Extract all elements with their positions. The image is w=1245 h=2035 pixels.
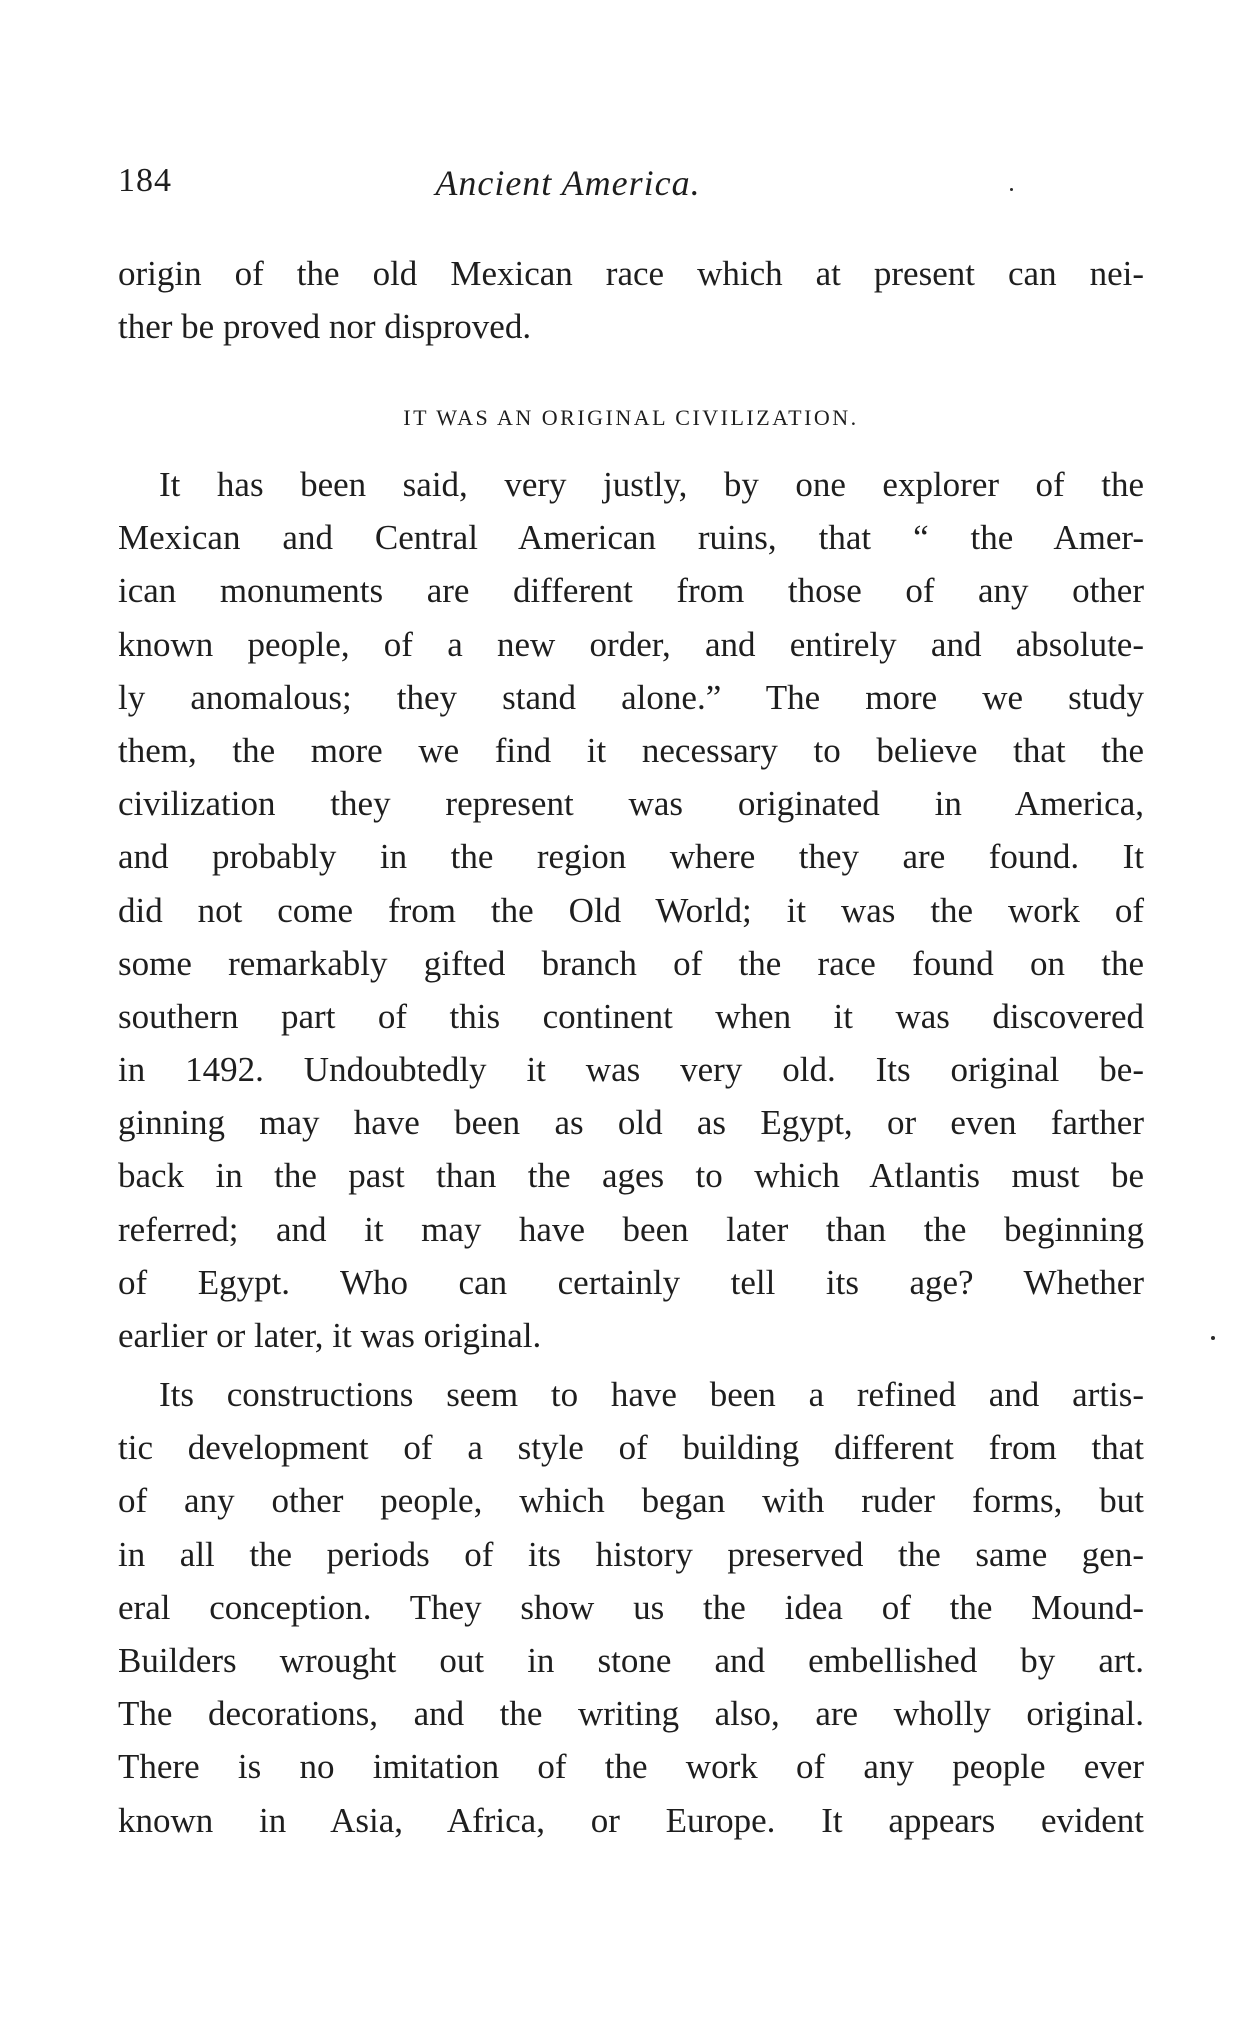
text-line: eral conception. They show us the idea of the Mound- bbox=[118, 1587, 1144, 1627]
text-line: Builders wrought out in stone and embellished by art. bbox=[118, 1640, 1144, 1680]
text-line: There is no imitation of the work of any people ever bbox=[118, 1747, 1144, 1787]
text-line: some remarkably gifted branch of the race found on the bbox=[118, 943, 1144, 983]
running-title: Ancient America. bbox=[435, 163, 701, 203]
paragraph bbox=[118, 1368, 1144, 1847]
text-line: of Egypt. Who can certainly tell its age? Whether bbox=[118, 1262, 1144, 1302]
text-line: ginning may have been as old as Egypt, or even farther bbox=[118, 1103, 1144, 1143]
print-speck bbox=[1010, 188, 1013, 191]
text-line: back in the past than the ages to which Atlantis must be bbox=[118, 1156, 1144, 1196]
text-line: referred; and it may have been later than the beginning bbox=[118, 1209, 1144, 1249]
text-line: origin of the old Mexican race which at present can nei- bbox=[118, 254, 1144, 293]
text-line: known in Asia, Africa, or Europe. It appears evident bbox=[118, 1800, 1144, 1840]
text-line: ly anomalous; they stand alone.” The more we study bbox=[118, 677, 1144, 717]
page-number: 184 bbox=[118, 162, 172, 199]
text-line: southern part of this continent when it was discovered bbox=[118, 996, 1144, 1036]
text-line: earlier or later, it was original. bbox=[118, 1316, 542, 1355]
text-line: in all the periods of its history preserved the same gen- bbox=[118, 1534, 1144, 1574]
text-line: tic development of a style of building different from that bbox=[118, 1428, 1144, 1468]
print-speck bbox=[1211, 1336, 1215, 1340]
text-line: It has been said, very justly, by one explorer of the bbox=[159, 465, 1144, 504]
text-line: ican monuments are different from those of any other bbox=[118, 571, 1144, 611]
section-heading: IT WAS AN ORIGINAL CIVILIZATION. bbox=[403, 405, 859, 430]
continuation-paragraph bbox=[118, 247, 1144, 353]
text-line: known people, of a new order, and entirely and absolute- bbox=[118, 624, 1144, 664]
running-header bbox=[118, 162, 1018, 212]
text-line: Mexican and Central American ruins, that “ the Amer- bbox=[118, 518, 1144, 558]
text-line: ther be proved nor disproved. bbox=[118, 307, 532, 347]
text-line: civilization they represent was originated in America, bbox=[118, 784, 1144, 824]
text-line: Its constructions seem to have been a refined and artis- bbox=[159, 1375, 1144, 1414]
text-line: The decorations, and the writing also, are wholly original. bbox=[118, 1694, 1144, 1734]
text-line: in 1492. Undoubtedly it was very old. Its original be- bbox=[118, 1050, 1144, 1090]
text-line: them, the more we find it necessary to believe that the bbox=[118, 730, 1144, 770]
text-line: of any other people, which began with ruder forms, but bbox=[118, 1481, 1144, 1521]
paragraph bbox=[118, 458, 1144, 1362]
text-line: and probably in the region where they are found. It bbox=[118, 837, 1144, 877]
text-line: did not come from the Old World; it was the work of bbox=[118, 890, 1144, 930]
